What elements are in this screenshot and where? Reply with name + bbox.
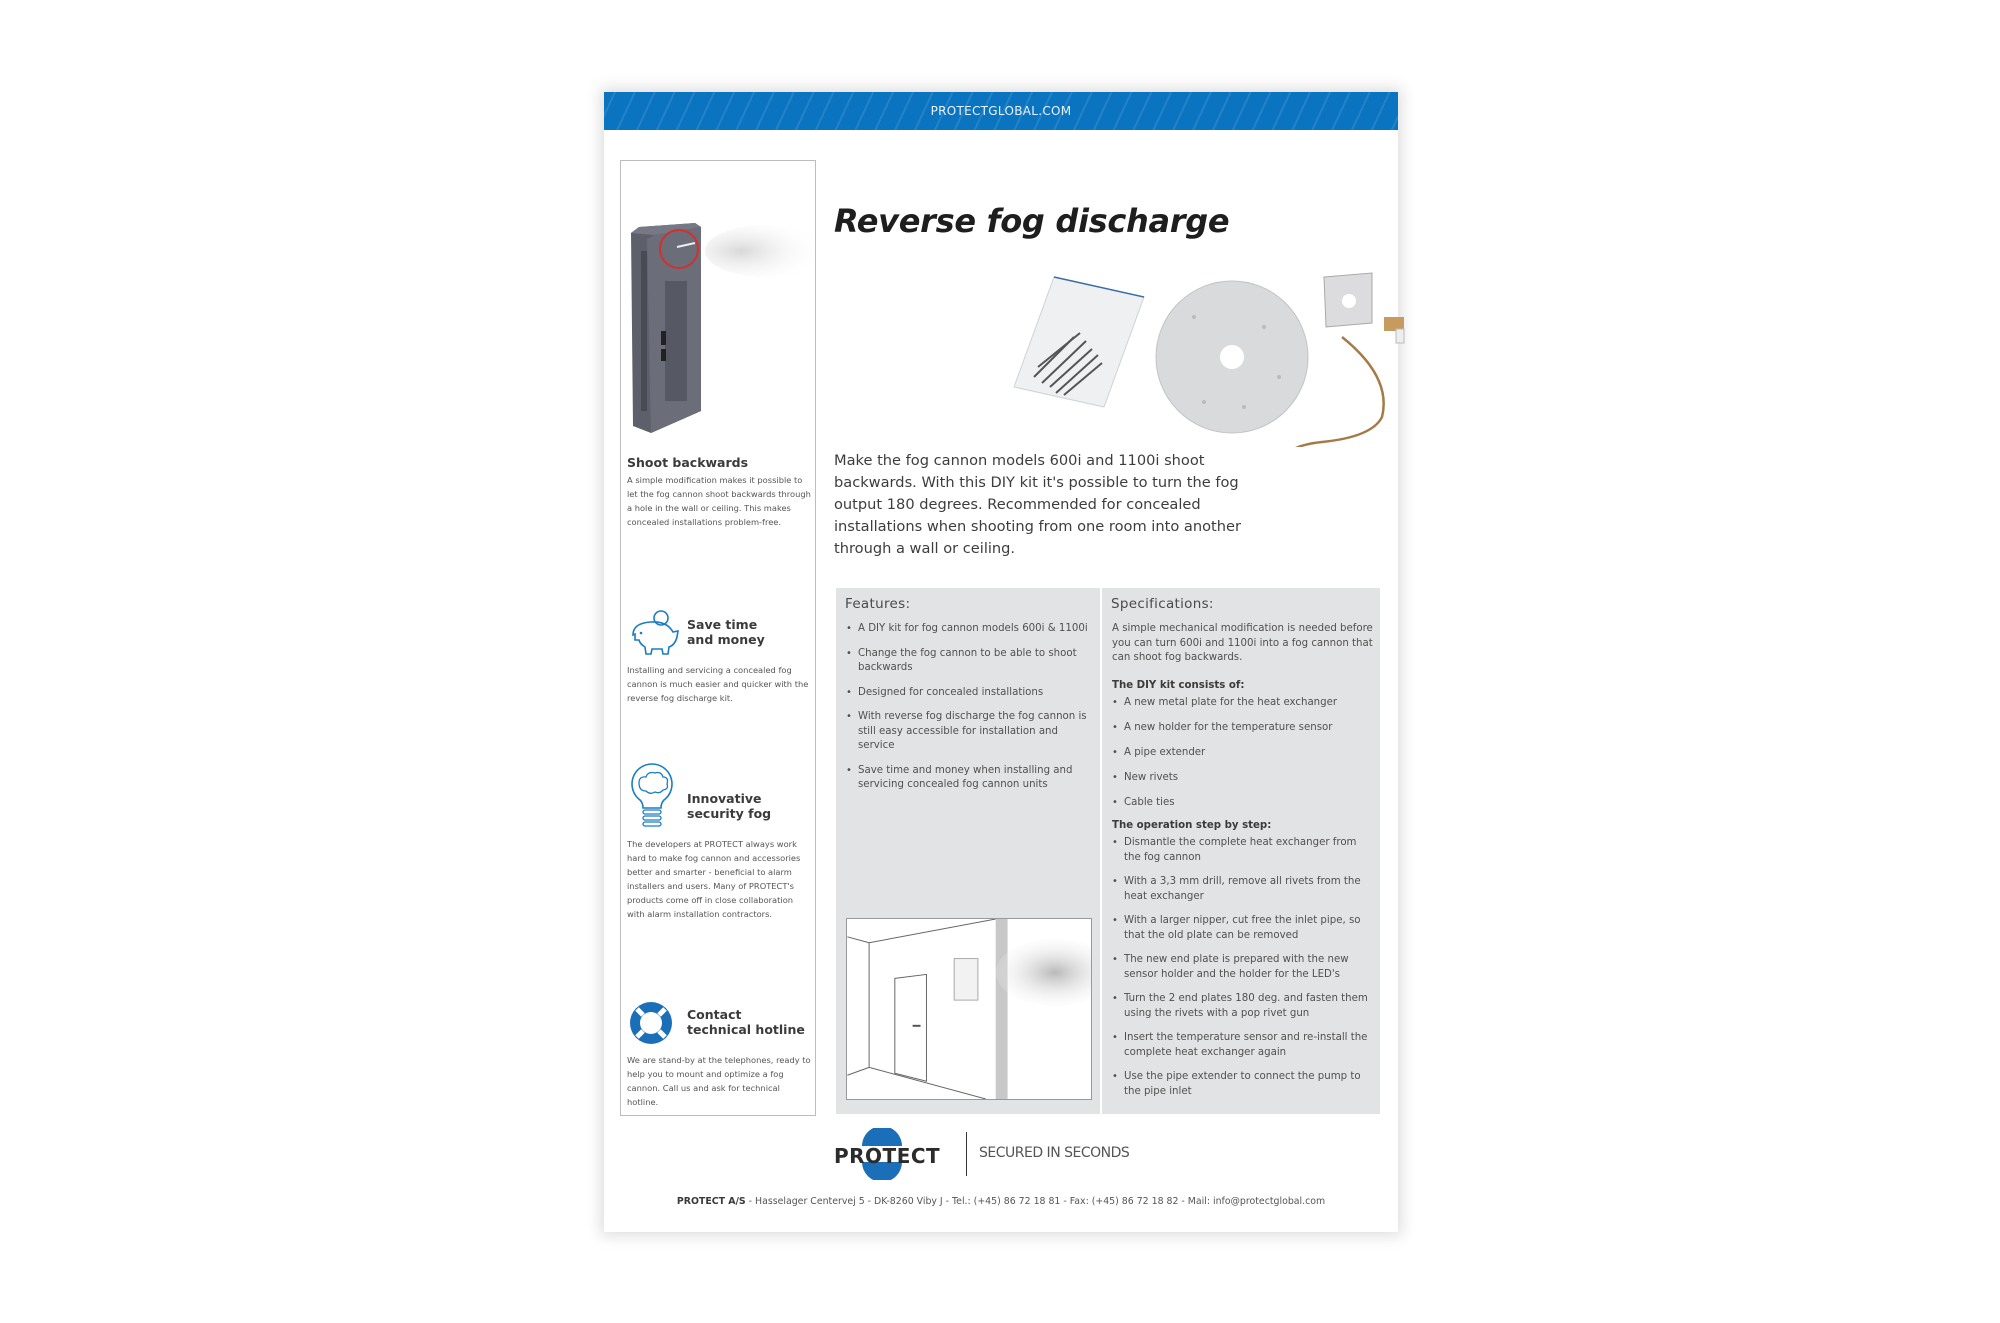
features-title: Features:	[845, 596, 911, 612]
innovative-fog-heading: Innovative security fog	[687, 791, 772, 821]
list-item: • With reverse fog discharge the fog cannon is still easy accessible for installation and service	[844, 710, 1094, 754]
contact-hotline-heading: Contact technical hotline	[687, 1007, 805, 1037]
specifications-title: Specifications:	[1111, 596, 1214, 612]
piggy-bank-icon	[627, 609, 681, 657]
list-item: • New rivets	[1110, 771, 1376, 786]
features-panel	[836, 588, 1100, 1114]
diy-kit-photo	[994, 237, 1424, 447]
specifications-intro: A simple mechanical modification is needed before you can turn 600i and 1100i into a fog cannon that can shoot fog backwards.	[1112, 623, 1373, 663]
list-item: • With a 3,3 mm drill, remove all rivets from the heat exchanger	[1110, 875, 1376, 904]
list-item: • A new metal plate for the heat exchanger	[1110, 696, 1376, 711]
brand-logo-area	[834, 1132, 1164, 1192]
steps-list	[1110, 836, 1376, 1109]
header-banner	[604, 92, 1398, 130]
specifications-panel	[1102, 588, 1380, 1114]
footer-contact-line	[604, 1196, 1398, 1207]
list-item: • A new holder for the temperature sensor	[1110, 721, 1376, 736]
tagline: SECURED IN SECONDS	[979, 1145, 1130, 1161]
shoot-backwards-heading: Shoot backwards	[627, 455, 749, 470]
company-address: - Hasselager Centervej 5 - DK-8260 Viby J - Tel.: (+45) 86 72 18 81 - Fax: (+45) 86 72 18 82 - Mail: info@protectglobal.com	[745, 1196, 1326, 1207]
list-item: • Cable ties	[1110, 796, 1376, 811]
protect-logo-text: PROTECT	[834, 1144, 941, 1168]
fog-cannon-illustration	[625, 211, 815, 443]
lightbulb-cloud-icon	[627, 761, 677, 827]
lifebuoy-icon	[627, 999, 675, 1047]
list-item: • Insert the temperature sensor and re-install the complete heat exchanger again	[1110, 1031, 1376, 1060]
save-time-text: Installing and servicing a concealed fog cannon is much easier and quicker with the reverse fog discharge kit.	[627, 665, 809, 703]
list-item: • Turn the 2 end plates 180 deg. and fasten them using the rivets with a pop rivet gun	[1110, 992, 1376, 1021]
shoot-backwards-text: A simple modification makes it possible to let the fog cannon shoot backwards through a hole in the wall or ceiling. This makes concealed installations problem-free.	[627, 475, 811, 527]
contact-hotline-text: We are stand-by at the telephones, ready to help you to mount and optimize a fog cannon. Call us and ask for technical hotline.	[627, 1055, 811, 1107]
list-item: • Save time and money when installing and servicing concealed fog cannon units	[844, 764, 1094, 793]
kit-contents-heading: The DIY kit consists of:	[1112, 680, 1245, 691]
company-name: PROTECT A/S	[676, 1196, 746, 1207]
list-item: • With a larger nipper, cut free the inlet pipe, so that the old plate can be removed	[1110, 914, 1376, 943]
page-title: Reverse fog discharge	[834, 202, 1230, 240]
save-time-heading: Save time and money	[687, 617, 765, 647]
room-installation-illustration	[846, 918, 1092, 1100]
kit-contents-list	[1110, 696, 1376, 821]
intro-paragraph: Make the fog cannon models 600i and 1100i shoot backwards. With this DIY kit it's possible to turn the fog output 180 degrees. Recommended for concealed installations when shooting from one room into another through a wall or ceiling.	[834, 452, 1241, 557]
list-item: • Change the fog cannon to be able to shoot backwards	[844, 647, 1094, 676]
list-item: • The new end plate is prepared with the new sensor holder and the holder for the LED's	[1110, 953, 1376, 982]
document-page	[604, 92, 1398, 1232]
steps-heading: The operation step by step:	[1112, 820, 1272, 831]
list-item: • Dismantle the complete heat exchanger from the fog cannon	[1110, 836, 1376, 865]
list-item: • A pipe extender	[1110, 746, 1376, 761]
website-link[interactable]: PROTECTGLOBAL.COM	[930, 104, 1072, 118]
logo-divider	[966, 1132, 967, 1176]
list-item: • Designed for concealed installations	[844, 686, 1094, 701]
list-item: • Use the pipe extender to connect the pump to the pipe inlet	[1110, 1070, 1376, 1099]
features-list	[844, 622, 1094, 803]
list-item: • A DIY kit for fog cannon models 600i & 1100i	[844, 622, 1094, 637]
sidebar-column	[620, 160, 816, 1116]
innovative-fog-text: The developers at PROTECT always work hard to make fog cannon and accessories better and smarter - beneficial to alarm installers and users. Many of PROTECT's products come off in close collaboration with alarm installation contractors.	[627, 839, 801, 919]
